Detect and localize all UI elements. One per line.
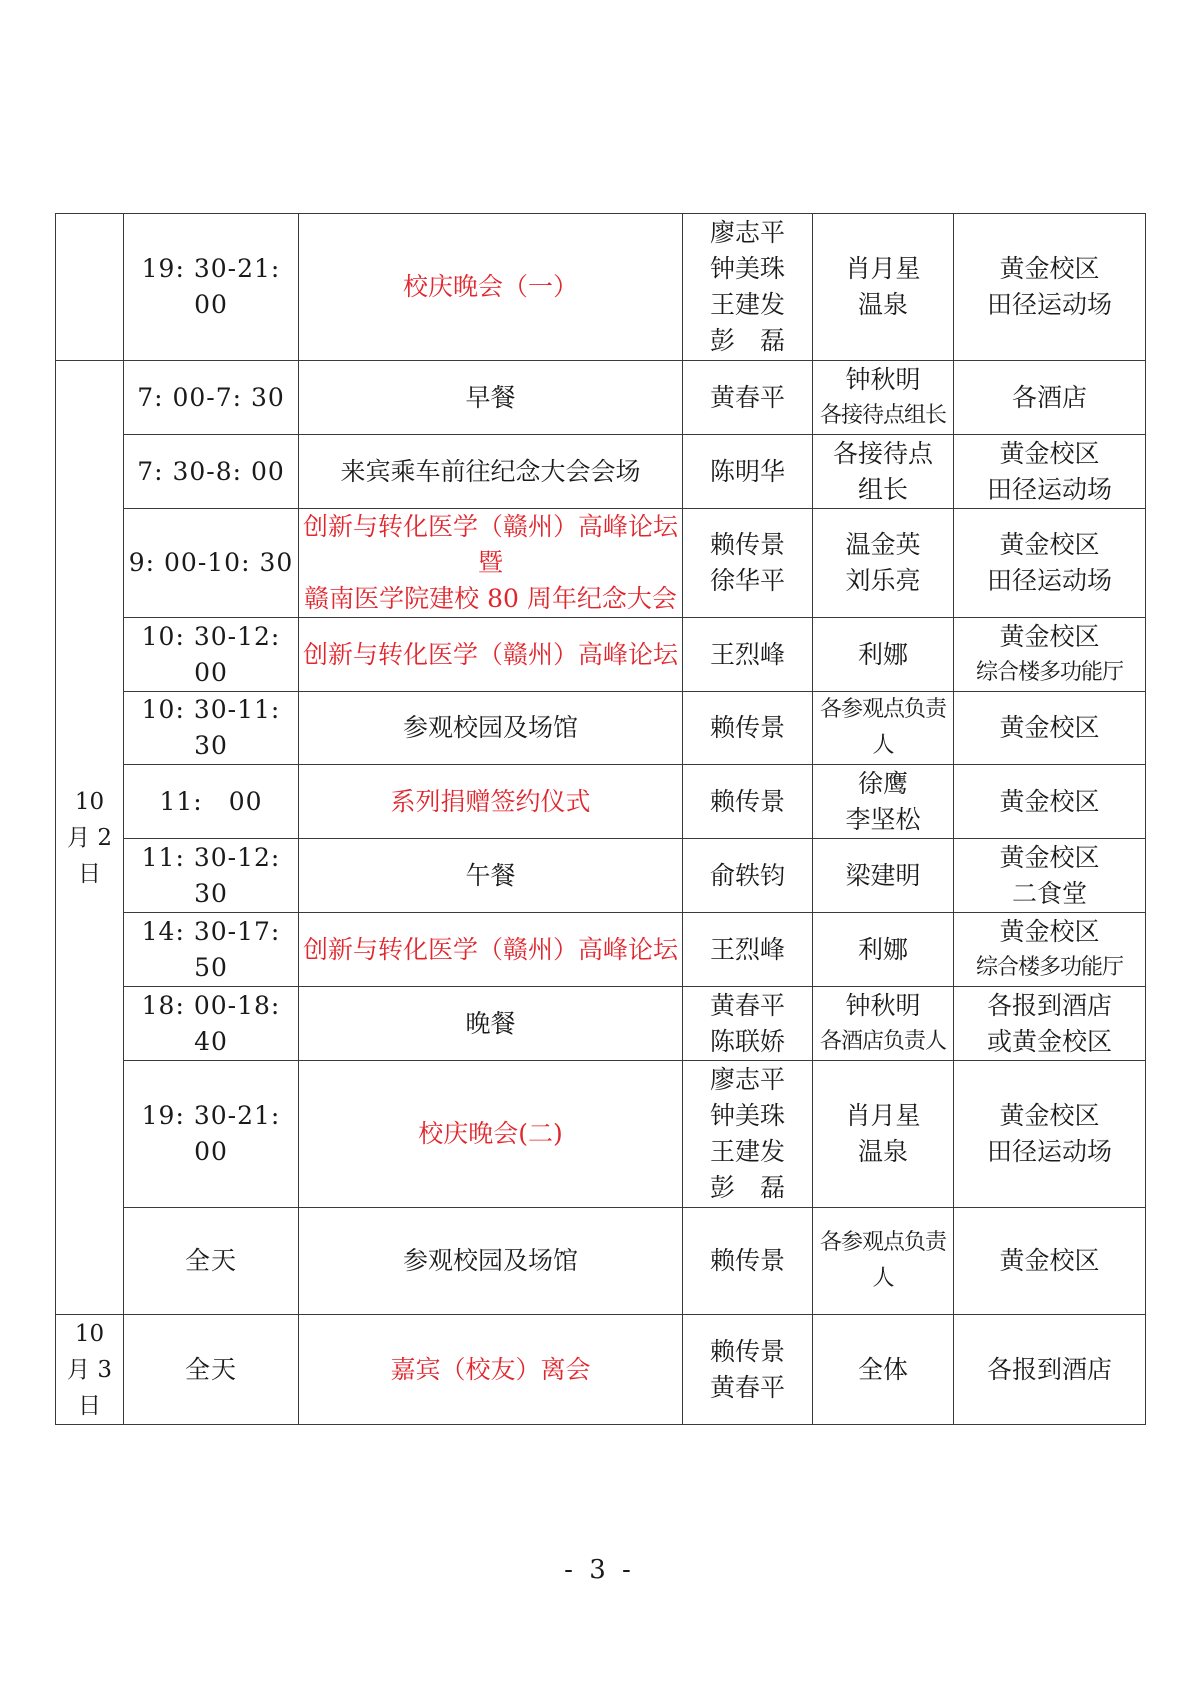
table-row [56,618,1146,692]
leader-name: 彭 磊 [709,326,785,355]
venue-line: 黄金校区 [999,786,1100,816]
leader-name: 王建发 [709,1137,785,1166]
venue-cell [954,1315,1146,1425]
event-line: 赣南医学院建校 80 周年纪念大会 [304,584,677,613]
leader-cell [683,839,813,913]
contact-cell [813,435,954,509]
contact-cell [813,765,954,839]
contact-name: 利娜 [857,639,908,669]
venue-line: 或黄金校区 [986,1026,1112,1056]
leader-cell [683,618,813,692]
leader-name: 陈联娇 [709,1026,785,1056]
leader-name: 赖传景 [709,786,785,816]
venue-line: 综合楼多功能厅 [975,954,1123,980]
venue-line: 各报到酒店 [986,1354,1112,1384]
date-cell-empty [56,214,124,361]
event-line: 创新与转化医学（赣州）高峰论坛暨 [303,512,679,577]
table-row [56,987,1146,1061]
contact-cell [813,839,954,913]
date-line: 日 [78,860,101,887]
date-line: 月 3 [67,1356,112,1383]
leader-name: 俞轶钧 [709,860,785,890]
contact-name: 各接待点组长 [819,402,946,428]
date-cell-oct2 [56,361,124,1315]
venue-cell [954,214,1146,361]
leader-cell [683,509,813,618]
venue-line: 田径运动场 [986,1137,1112,1166]
venue-cell [954,1061,1146,1208]
leader-cell [683,1315,813,1425]
leader-name: 黄春平 [709,1372,785,1402]
leader-name: 黄春平 [709,382,785,412]
contact-name: 徐鹰 [857,768,908,798]
time-cell: 7: 30-8: 00 [124,435,299,509]
venue-cell [954,435,1146,509]
table-row [56,913,1146,987]
contact-cell [813,913,954,987]
venue-line: 黄金校区 [999,713,1100,742]
contact-cell [813,692,954,765]
leader-name: 钟美珠 [709,1101,785,1130]
table-row [56,1208,1146,1315]
schedule-table [55,213,1146,1425]
venue-cell [954,913,1146,987]
leader-cell [683,987,813,1061]
venue-line: 田径运动场 [986,474,1112,504]
leader-name: 赖传景 [709,1246,785,1275]
leader-cell [683,1208,813,1315]
table-row [56,839,1146,913]
contact-name: 温泉 [857,290,908,319]
event-cell: 创新与转化医学（赣州）高峰论坛 [299,618,683,692]
contact-cell [813,214,954,361]
venue-line: 黄金校区 [999,1246,1100,1275]
venue-line: 黄金校区 [999,621,1100,651]
time-cell: 7: 00-7: 30 [124,361,299,435]
time-cell: 10: 30-11: 30 [124,692,299,765]
event-cell: 参观校园及场馆 [299,1208,683,1315]
date-cell-oct3 [56,1315,124,1425]
contact-cell [813,361,954,435]
time-cell: 11: 30-12: 30 [124,839,299,913]
date-line: 月 2 [67,824,112,851]
event-cell: 系列捐赠签约仪式 [299,765,683,839]
venue-cell [954,509,1146,618]
table-row [56,435,1146,509]
time-cell: 19: 30-21: 00 [124,214,299,361]
venue-cell [954,361,1146,435]
contact-cell [813,509,954,618]
leader-cell [683,1061,813,1208]
contact-name: 各参观点负责人 [819,1230,946,1291]
venue-line: 黄金校区 [999,254,1100,283]
contact-cell [813,1315,954,1425]
contact-name: 温金英 [845,530,921,559]
contact-name: 肖月星 [845,1101,921,1130]
time-cell: 全天 [124,1208,299,1315]
leader-name: 王烈峰 [709,639,785,669]
table-row [56,1315,1146,1425]
leader-cell [683,214,813,361]
venue-line: 黄金校区 [999,916,1100,946]
leader-cell [683,435,813,509]
leader-cell [683,361,813,435]
table-row [56,765,1146,839]
venue-line: 综合楼多功能厅 [975,659,1123,685]
venue-cell [954,618,1146,692]
time-cell: 11: 00 [124,765,299,839]
table-row [56,214,1146,361]
venue-line: 黄金校区 [999,438,1100,468]
contact-name: 肖月星 [845,254,921,283]
leader-name: 廖志平 [709,1065,785,1094]
contact-name: 梁建明 [845,860,921,890]
contact-name: 各接待点 [832,438,933,468]
event-cell: 早餐 [299,361,683,435]
venue-line: 二食堂 [1011,878,1087,908]
contact-name: 温泉 [857,1137,908,1166]
contact-cell [813,987,954,1061]
leader-name: 赖传景 [709,1336,785,1366]
contact-name: 刘乐亮 [845,566,921,595]
venue-line: 黄金校区 [999,1101,1100,1130]
date-line: 10 [74,788,105,815]
venue-cell [954,765,1146,839]
venue-cell [954,839,1146,913]
contact-name: 各参观点负责人 [819,697,946,758]
time-cell: 10: 30-12: 00 [124,618,299,692]
contact-name: 钟秋明 [845,990,921,1020]
time-cell: 9: 00-10: 30 [124,509,299,618]
contact-cell [813,1061,954,1208]
leader-name: 黄春平 [709,990,785,1020]
event-cell: 嘉宾（校友）离会 [299,1315,683,1425]
time-cell: 19: 30-21: 00 [124,1061,299,1208]
leader-name: 王烈峰 [709,934,785,964]
venue-line: 黄金校区 [999,530,1100,559]
contact-name: 李坚松 [845,804,921,834]
venue-cell [954,1208,1146,1315]
venue-line: 田径运动场 [986,566,1112,595]
leader-name: 陈明华 [709,456,785,486]
venue-line: 各报到酒店 [986,990,1112,1020]
time-cell: 全天 [124,1315,299,1425]
table-row [56,692,1146,765]
contact-name: 全体 [857,1354,908,1384]
time-cell: 18: 00-18: 40 [124,987,299,1061]
leader-name: 徐华平 [709,566,785,595]
contact-cell [813,1208,954,1315]
venue-cell [954,692,1146,765]
date-line: 日 [78,1392,101,1419]
event-cell: 参观校园及场馆 [299,692,683,765]
leader-name: 王建发 [709,290,785,319]
leader-name: 赖传景 [709,713,785,742]
leader-cell [683,765,813,839]
date-line: 10 [74,1320,105,1347]
contact-name: 钟秋明 [845,364,921,394]
venue-line: 田径运动场 [986,290,1112,319]
leader-cell [683,913,813,987]
event-cell: 晚餐 [299,987,683,1061]
event-cell: 创新与转化医学（赣州）高峰论坛 [299,913,683,987]
contact-cell [813,618,954,692]
venue-line: 各酒店 [1011,382,1087,412]
leader-name: 彭 磊 [709,1173,785,1202]
contact-name: 利娜 [857,934,908,964]
event-cell: 校庆晚会(二) [299,1061,683,1208]
time-cell: 14: 30-17: 50 [124,913,299,987]
table-row [56,509,1146,618]
venue-cell [954,987,1146,1061]
table-row [56,1061,1146,1208]
leader-cell [683,692,813,765]
leader-name: 廖志平 [709,218,785,247]
contact-name: 各酒店负责人 [819,1028,946,1054]
event-cell: 午餐 [299,839,683,913]
table-row [56,361,1146,435]
leader-name: 钟美珠 [709,254,785,283]
event-cell: 来宾乘车前往纪念大会会场 [299,435,683,509]
event-cell: 校庆晚会（一） [299,214,683,361]
leader-name: 赖传景 [709,530,785,559]
page-number: - 3 - [564,1555,635,1585]
event-cell [299,509,683,618]
contact-name: 组长 [857,474,908,504]
venue-line: 黄金校区 [999,842,1100,872]
